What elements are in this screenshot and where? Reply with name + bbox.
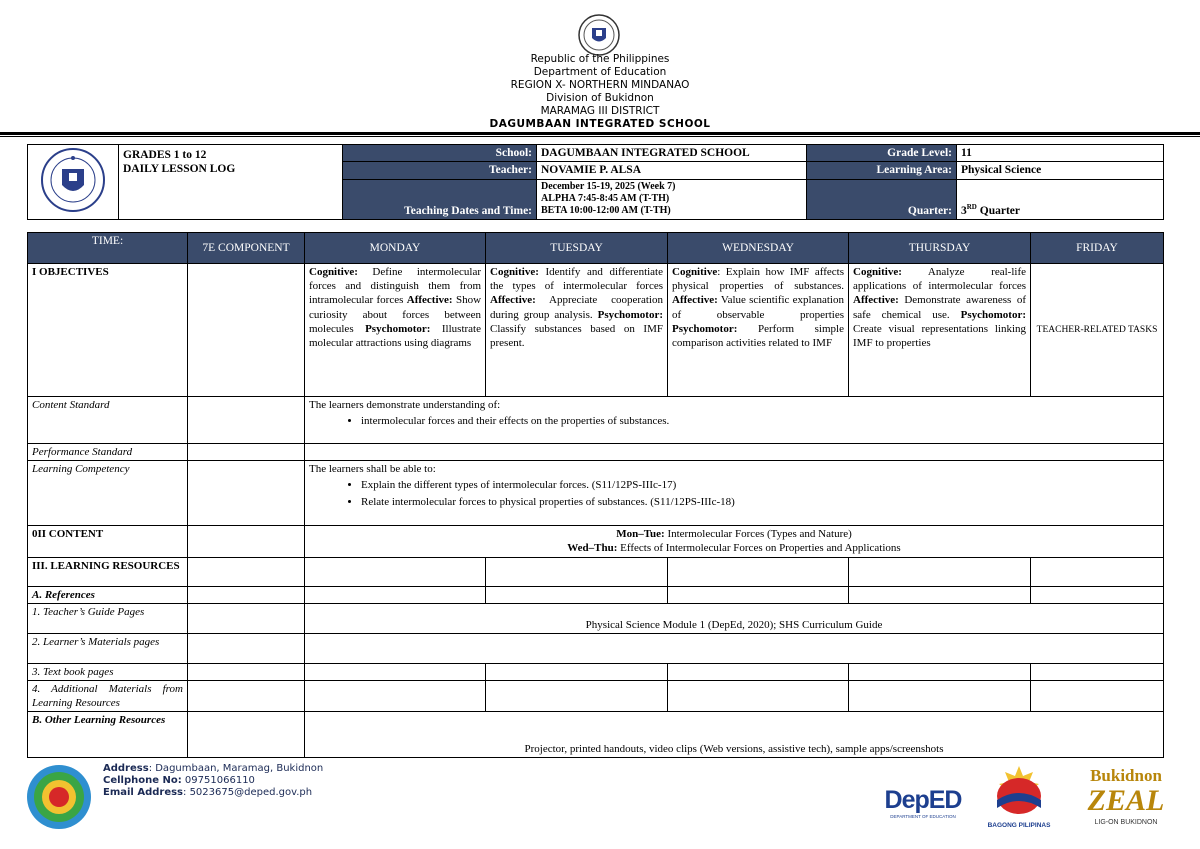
phone-label: Cellphone No:: [103, 775, 182, 786]
division-line: Division of Bukidnon: [546, 92, 654, 104]
tuesday-header: TUESDAY: [486, 233, 668, 264]
monday-header: MONDAY: [305, 233, 486, 264]
wed-psychomotor-text: Perform simple comparison activities related to IMF: [672, 322, 844, 350]
learning-resources-label: III. LEARNING RESOURCES: [28, 557, 188, 586]
references-row: [28, 586, 1164, 603]
content-wed-thu-text: Effects of Intermolecular Forces on Properties and Applications: [617, 542, 901, 555]
wed-cognitive-text: : Explain how IMF affects physical properties of substances.: [672, 266, 844, 293]
textbook-cell: [486, 663, 668, 680]
resources-cell: [1031, 557, 1164, 586]
references-cell: [668, 586, 849, 603]
school-label: School:: [343, 145, 537, 162]
quarter-value: [957, 179, 1164, 219]
learning-competency-component: [188, 461, 305, 526]
deped-emblem-icon: [38, 147, 108, 213]
textbook-cell: [668, 663, 849, 680]
mon-cognitive-text: Define intermolecular forces and distinguish them from intramolecular forces: [309, 266, 481, 307]
school-value: DAGUMBAAN INTEGRATED SCHOOL: [537, 145, 807, 162]
content-wed-thu-label: Wed–Thu:: [567, 542, 618, 555]
resources-cell: [849, 557, 1031, 586]
email-line: [103, 787, 312, 799]
log-title-line1: GRADES 1 to 12: [123, 149, 207, 161]
textbook-cell: [305, 663, 486, 680]
other-resources-label: B. Other Learning Resources: [28, 712, 188, 758]
wednesday-header: WEDNESDAY: [668, 233, 849, 264]
header-rule-thin: [0, 136, 1200, 137]
quarter-word: Quarter: [979, 205, 1020, 217]
deped-logo: [880, 786, 966, 826]
dates-line: December 15-19, 2025 (Week 7): [541, 180, 676, 192]
thu-cognitive-text: Analyze real-life applications of intermolecular forces: [853, 266, 1026, 293]
alpha-schedule: ALPHA 7:45-8:45 AM (T-TH): [541, 192, 670, 204]
wed-affective-label: Affective:: [672, 294, 718, 307]
deped-logo-text: DepED: [884, 786, 962, 814]
performance-standard-component: [188, 444, 305, 461]
learners-materials-row: [28, 633, 1164, 663]
teachers-guide-value: Physical Science Module 1 (DepEd, 2020); SHS Curriculum Guide: [305, 603, 1164, 633]
resources-row: [28, 557, 1164, 586]
content-standard-item: • intermolecular forces and their effects on the properties of substances.: [361, 414, 1159, 428]
header-rule: [0, 132, 1200, 135]
learners-materials-component: [188, 633, 305, 663]
performance-standard-row: [28, 444, 1164, 461]
beta-schedule: BETA 10:00-12:00 AM (T-TH): [541, 204, 671, 216]
mon-affective-text: Show curiosity about forces between molecules: [309, 294, 482, 335]
resources-cell: [486, 557, 668, 586]
references-cell: [486, 586, 668, 603]
learning-area-value: Physical Science: [957, 162, 1164, 179]
competency-intro: The learners shall be able to:: [309, 463, 436, 476]
references-cell: [849, 586, 1031, 603]
email-value: : 5023675@deped.gov.ph: [183, 787, 313, 798]
mon-psychomotor-label: Psychomotor:: [365, 322, 431, 335]
textbook-row: [28, 663, 1164, 680]
teachers-guide-component: [188, 603, 305, 633]
content-label: 0II CONTENT: [28, 526, 188, 557]
tue-affective-text: Appreciate cooperation during group analysis.: [490, 294, 663, 321]
content-standard-label: Content Standard: [28, 397, 188, 444]
textbook-cell: [849, 663, 1031, 680]
grade-level-label: Grade Level:: [807, 145, 957, 162]
thu-psychomotor-label: Psychomotor:: [960, 308, 1026, 321]
region-line: REGION X- NORTHERN MINDANAO: [510, 79, 690, 91]
mon-affective-label: Affective:: [406, 294, 453, 307]
tuesday-objectives: [486, 264, 668, 397]
address-label: Address: [103, 763, 149, 774]
bukidnon-label: Bukidnon: [1090, 766, 1162, 785]
tue-psychomotor-label: Psychomotor:: [597, 308, 663, 321]
mon-cognitive-label: Cognitive:: [309, 266, 358, 278]
tue-cognitive-label: Cognitive:: [490, 266, 539, 278]
content-mon-tue-label: Mon–Tue:: [616, 528, 665, 541]
competency-row: [28, 461, 1164, 526]
deped-logo-cell: [28, 145, 119, 220]
tue-cognitive-text: Identify and differentiate the types of intermolecular forces: [490, 266, 663, 293]
textbook-cell: [188, 663, 305, 680]
phone-value: 09751066110: [181, 775, 255, 786]
thu-psychomotor-text: Create visual representations linking IMF to properties: [853, 322, 1026, 350]
content-component: [188, 526, 305, 557]
deped-logo-subtitle: DEPARTMENT OF EDUCATION: [890, 814, 956, 819]
additional-materials-cell: [1031, 681, 1164, 712]
department-line: Department of Education: [533, 66, 667, 78]
additional-materials-cell: [486, 681, 668, 712]
competency-item: • Relate intermolecular forces to physical properties of substances. (S11/12PS-IIIc-18): [361, 495, 1159, 509]
references-cell: [188, 586, 305, 603]
objectives-component-cell: [188, 264, 305, 397]
other-resources-row: [28, 712, 1164, 758]
content-mon-tue-text: Intermolecular Forces (Types and Nature): [664, 528, 852, 541]
bagong-pilipinas-logo-icon: [986, 764, 1052, 820]
content-standard-intro: The learners demonstrate understanding of:: [309, 399, 501, 411]
teaching-dates-label: Teaching Dates and Time:: [343, 179, 537, 219]
friday-header: FRIDAY: [1031, 233, 1164, 264]
tue-psychomotor-text: Classify substances based on IMF present.: [490, 322, 663, 350]
textbook-label: 3. Text book pages: [28, 663, 188, 680]
learning-competency-value: [305, 461, 1164, 526]
address-value: : Dagumbaan, Maramag, Bukidnon: [148, 763, 324, 774]
references-cell: [305, 586, 486, 603]
component-header: 7E COMPONENT: [188, 233, 305, 264]
monday-objectives: [305, 264, 486, 397]
teaching-dates-value: [537, 179, 807, 219]
content-value: [305, 526, 1164, 557]
learning-competency-label: Learning Competency: [28, 461, 188, 526]
wednesday-objectives: [668, 264, 849, 397]
school-seal-icon: [26, 764, 92, 830]
tue-affective-label: Affective:: [490, 294, 536, 307]
learners-materials-label: 2. Learner’s Materials pages: [28, 633, 188, 663]
other-resources-component: [188, 712, 305, 758]
thu-affective-label: Affective:: [853, 294, 899, 307]
content-row: [28, 526, 1164, 557]
content-standard-value: [305, 397, 1164, 444]
header-row: [28, 233, 1164, 264]
content-standard-component: [188, 397, 305, 444]
thursday-header: THURSDAY: [849, 233, 1031, 264]
mon-psychomotor-text: Illustrate molecular attractions using diagrams: [309, 322, 481, 350]
wed-affective-text: Value scientific explanation of observable properties: [672, 294, 844, 321]
school-name-heading: DAGUMBAAN INTEGRATED SCHOOL: [489, 118, 711, 130]
grade-level-value: 11: [957, 145, 1164, 162]
thu-affective-text: Demonstrate awareness of safe chemical use.: [853, 294, 1026, 321]
competency-item: • Explain the different types of intermolecular forces. (S11/12PS-IIIc-17): [361, 478, 1159, 492]
quarter-number: 3: [961, 205, 967, 217]
address-line: [103, 763, 323, 775]
additional-materials-label: 4. Additional Materials from Learning Resources: [28, 681, 188, 712]
performance-standard-label: Performance Standard: [28, 444, 188, 461]
objectives-label: I OBJECTIVES: [28, 264, 188, 397]
learning-area-label: Learning Area:: [807, 162, 957, 179]
log-title-cell: [119, 145, 343, 220]
republic-line: Republic of the Philippines: [530, 53, 670, 65]
additional-materials-cell: [188, 681, 305, 712]
lesson-log-table: [27, 232, 1164, 758]
info-table: [27, 144, 1164, 220]
teacher-label: Teacher:: [343, 162, 537, 179]
resources-cell: [305, 557, 486, 586]
additional-materials-cell: [849, 681, 1031, 712]
teachers-guide-label: 1. Teacher’s Guide Pages: [28, 603, 188, 633]
district-line: MARAMAG III DISTRICT: [540, 105, 660, 117]
content-standard-row: [28, 397, 1164, 444]
objectives-row: [28, 264, 1164, 397]
additional-materials-row: [28, 681, 1164, 712]
references-cell: [1031, 586, 1164, 603]
additional-materials-cell: [305, 681, 486, 712]
teachers-guide-row: [28, 603, 1164, 633]
quarter-label: Quarter:: [807, 179, 957, 219]
other-resources-value: Projector, printed handouts, video clips (Web versions, assistive tech), sample apps/screenshots: [305, 712, 1164, 758]
textbook-cell: [1031, 663, 1164, 680]
references-label: A. References: [28, 586, 188, 603]
quarter-suffix: RD: [966, 203, 977, 212]
resources-cell: [188, 557, 305, 586]
ligon-bukidnon-label: LIG-ON BUKIDNON: [1094, 819, 1158, 826]
phone-line: [103, 775, 255, 787]
deped-seal-icon: [578, 14, 620, 56]
log-title-line2: DAILY LESSON LOG: [123, 163, 236, 175]
zeal-label: ZEAL: [1087, 784, 1165, 817]
wed-psychomotor-label: Psychomotor:: [672, 322, 738, 335]
thu-cognitive-label: Cognitive:: [853, 266, 902, 278]
learners-materials-value: [305, 633, 1164, 663]
friday-tasks: TEACHER-RELATED TASKS: [1031, 264, 1164, 397]
email-label: Email Address: [103, 787, 184, 798]
additional-materials-cell: [668, 681, 849, 712]
bagong-pilipinas-label: BAGONG PILIPINAS: [987, 822, 1051, 829]
thursday-objectives: [849, 264, 1031, 397]
teacher-value: NOVAMIE P. ALSA: [537, 162, 807, 179]
performance-standard-value: [305, 444, 1164, 461]
resources-cell: [668, 557, 849, 586]
time-header: TIME:: [28, 233, 188, 264]
wed-cognitive-label: Cognitive: [672, 266, 718, 278]
